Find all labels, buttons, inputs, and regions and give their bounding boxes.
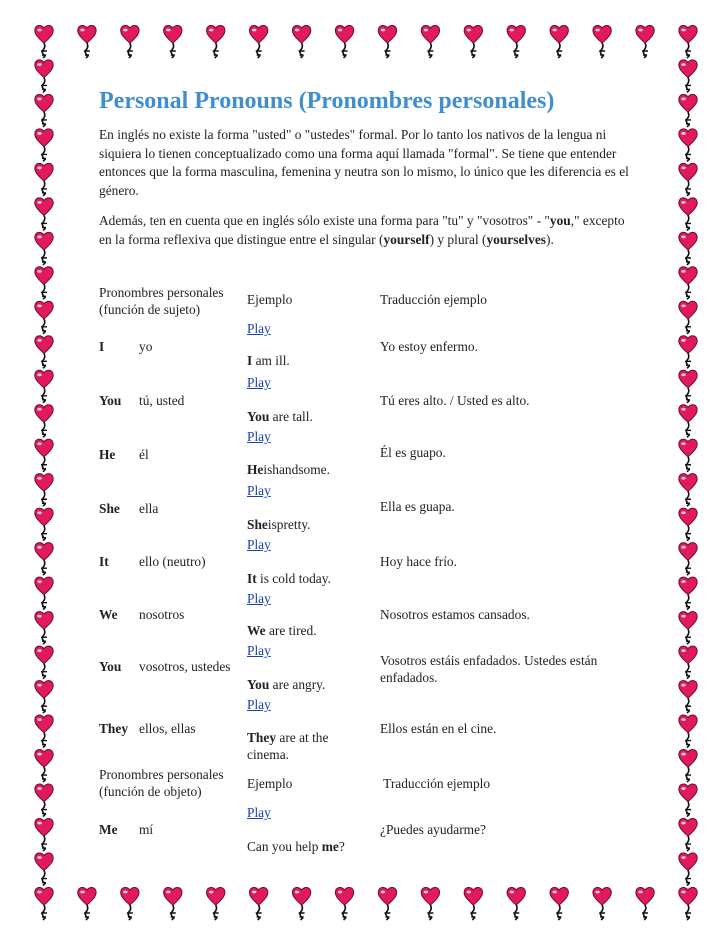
heart-balloon-icon (679, 577, 697, 610)
heart-balloon-icon (550, 25, 568, 58)
spanish-cell: ello (neutro) (139, 554, 206, 569)
heart-balloon-icon (35, 750, 53, 783)
translation-cell: Vosotros estáis enfadados. Ustedes están enfadados. (380, 653, 598, 685)
example-cell: They are at the cinema. (247, 730, 329, 762)
translation-cell: Nosotros estamos cansados. (380, 607, 530, 622)
spanish-cell: tú, usted (139, 393, 185, 408)
heart-balloon-icon (679, 612, 697, 645)
play-link[interactable]: Play (247, 483, 271, 498)
heart-balloon-icon (421, 887, 439, 920)
pronoun-cell: It (99, 554, 109, 569)
heart-balloon-icon (679, 439, 697, 472)
subject-header-example: Ejemplo (247, 292, 293, 307)
object-header-example: Ejemplo (247, 776, 293, 791)
object-header-pronoun: Pronombres personales (función de objeto) (99, 767, 224, 799)
translation-cell: Hoy hace frío. (380, 554, 457, 569)
heart-balloon-icon (679, 818, 697, 851)
heart-balloon-icon (679, 163, 697, 196)
heart-balloon-icon (35, 853, 53, 886)
pronoun-cell: You (99, 659, 122, 674)
intro-paragraph: En inglés no existe la forma "usted" o "ustedes" formal. Por lo tanto los nativos de la lengua ni siquiera lo tienen conceptualizado como una forma aquí llamada "formal". Se tiene que entender entonces que la forma masculina, femenina y neutra son lo mismo, lo único que les diferencia es el género. (99, 127, 629, 198)
example-cell: I am ill. (247, 353, 290, 368)
heart-balloon-icon (464, 25, 482, 58)
heart-balloon-icon (679, 370, 697, 403)
play-link[interactable]: Play (247, 429, 271, 444)
example-cell: Heishandsome. (247, 462, 330, 477)
heart-balloon-icon (35, 439, 53, 472)
play-link[interactable]: Play (247, 537, 271, 552)
heart-balloon-icon (679, 198, 697, 231)
heart-balloon-icon (35, 301, 53, 334)
spanish-cell: nosotros (139, 607, 185, 622)
spanish-cell: él (139, 447, 149, 462)
translation-cell: Ella es guapa. (380, 499, 455, 514)
spanish-cell: ellos, ellas (139, 721, 196, 736)
heart-balloon-icon (679, 60, 697, 93)
heart-balloon-icon (121, 887, 139, 920)
heart-balloon-icon (35, 784, 53, 817)
play-link[interactable]: Play (247, 697, 271, 712)
translation-cell: Ellos están en el cine. (380, 721, 497, 736)
heart-balloon-icon (35, 474, 53, 507)
example-cell: It is cold today. (247, 571, 331, 586)
heart-balloon-icon (35, 60, 53, 93)
pronoun-cell: Me (99, 822, 118, 837)
heart-balloon-icon (679, 474, 697, 507)
heart-balloon-icon (679, 646, 697, 679)
heart-balloon-icon (35, 25, 53, 58)
heart-balloon-icon (207, 25, 225, 58)
heart-balloon-icon (679, 232, 697, 265)
subject-header-translation: Traducción ejemplo (380, 292, 487, 307)
heart-balloon-icon (121, 25, 139, 58)
example-cell: Can you help me? (247, 839, 345, 854)
translation-cell: Yo estoy enfermo. (380, 339, 478, 354)
heart-balloon-icon (35, 818, 53, 851)
heart-balloon-icon (679, 129, 697, 162)
heart-balloon-icon (249, 887, 267, 920)
translation-cell: ¿Puedes ayudarme? (380, 822, 486, 837)
heart-balloon-icon (35, 543, 53, 576)
play-link[interactable]: Play (247, 321, 271, 336)
heart-balloon-icon (335, 25, 353, 58)
heart-balloon-icon (35, 336, 53, 369)
note-paragraph: Además, ten en cuenta que en inglés sólo existe una forma para "tu" y "vosotros" - "you," excepto en la forma reflexiva que distingue entre el singular (yourself) y plural (yourselves). (99, 213, 625, 247)
heart-balloon-icon (78, 25, 96, 58)
heart-balloon-icon (335, 887, 353, 920)
spanish-cell: vosotros, ustedes (139, 659, 231, 674)
heart-balloon-icon (35, 232, 53, 265)
heart-balloon-icon (507, 887, 525, 920)
example-cell: You are angry. (247, 677, 326, 692)
heart-balloon-icon (636, 25, 654, 58)
heart-balloon-icon (679, 750, 697, 783)
heart-balloon-icon (164, 887, 182, 920)
example-cell: We are tired. (247, 623, 317, 638)
translation-cell: Él es guapo. (380, 445, 446, 460)
heart-balloon-icon (35, 646, 53, 679)
heart-balloon-icon (35, 612, 53, 645)
pronoun-cell: We (99, 607, 118, 622)
heart-balloon-icon (593, 25, 611, 58)
spanish-cell: yo (139, 339, 153, 354)
heart-balloon-icon (421, 25, 439, 58)
heart-balloon-icon (378, 887, 396, 920)
pronoun-cell: I (99, 339, 105, 354)
heart-balloon-icon (164, 25, 182, 58)
heart-balloon-icon (35, 129, 53, 162)
heart-balloon-icon (35, 508, 53, 541)
pronoun-cell: She (99, 501, 120, 516)
heart-balloon-icon (679, 267, 697, 300)
heart-balloon-icon (679, 94, 697, 127)
heart-balloon-icon (35, 370, 53, 403)
pronoun-cell: They (99, 721, 129, 736)
heart-balloon-icon (679, 715, 697, 748)
heart-balloon-icon (292, 887, 310, 920)
heart-balloon-icon (679, 681, 697, 714)
example-cell: Sheispretty. (247, 517, 311, 532)
heart-balloon-icon (35, 163, 53, 196)
heart-balloon-icon (35, 405, 53, 438)
heart-balloon-icon (679, 887, 697, 920)
heart-balloon-icon (679, 508, 697, 541)
heart-balloon-icon (464, 887, 482, 920)
heart-balloon-icon (35, 94, 53, 127)
heart-balloon-icon (207, 887, 225, 920)
translation-cell: Tú eres alto. / Usted es alto. (380, 393, 530, 408)
play-link[interactable]: Play (247, 643, 271, 658)
example-cell: You are tall. (247, 409, 313, 424)
pronoun-cell: You (99, 393, 122, 408)
pronoun-cell: He (99, 447, 116, 462)
object-header-translation: Traducción ejemplo (380, 776, 491, 791)
heart-balloon-icon (679, 301, 697, 334)
heart-balloon-icon (679, 543, 697, 576)
play-link[interactable]: Play (247, 805, 271, 820)
subject-header-pronoun: Pronombres personales (función de sujeto) (99, 285, 224, 317)
spanish-cell: mí (139, 822, 154, 837)
heart-balloon-icon (378, 25, 396, 58)
spanish-cell: ella (139, 501, 159, 516)
heart-balloon-icon (78, 887, 96, 920)
heart-balloon-icon (35, 577, 53, 610)
heart-balloon-icon (679, 784, 697, 817)
heart-balloon-icon (679, 336, 697, 369)
heart-balloon-icon (679, 405, 697, 438)
heart-balloon-icon (679, 25, 697, 58)
heart-balloon-icon (249, 25, 267, 58)
heart-balloon-icon (35, 715, 53, 748)
heart-balloon-icon (550, 887, 568, 920)
heart-balloon-icon (636, 887, 654, 920)
page-title: Personal Pronouns (Pronombres personales) (99, 88, 555, 114)
heart-balloon-icon (679, 853, 697, 886)
play-link[interactable]: Play (247, 375, 271, 390)
heart-balloon-icon (35, 681, 53, 714)
heart-balloon-icon (35, 198, 53, 231)
heart-balloon-icon (35, 887, 53, 920)
heart-balloon-icon (292, 25, 310, 58)
play-link[interactable]: Play (247, 591, 271, 606)
heart-balloon-icon (35, 267, 53, 300)
heart-balloon-icon (507, 25, 525, 58)
heart-balloon-icon (593, 887, 611, 920)
